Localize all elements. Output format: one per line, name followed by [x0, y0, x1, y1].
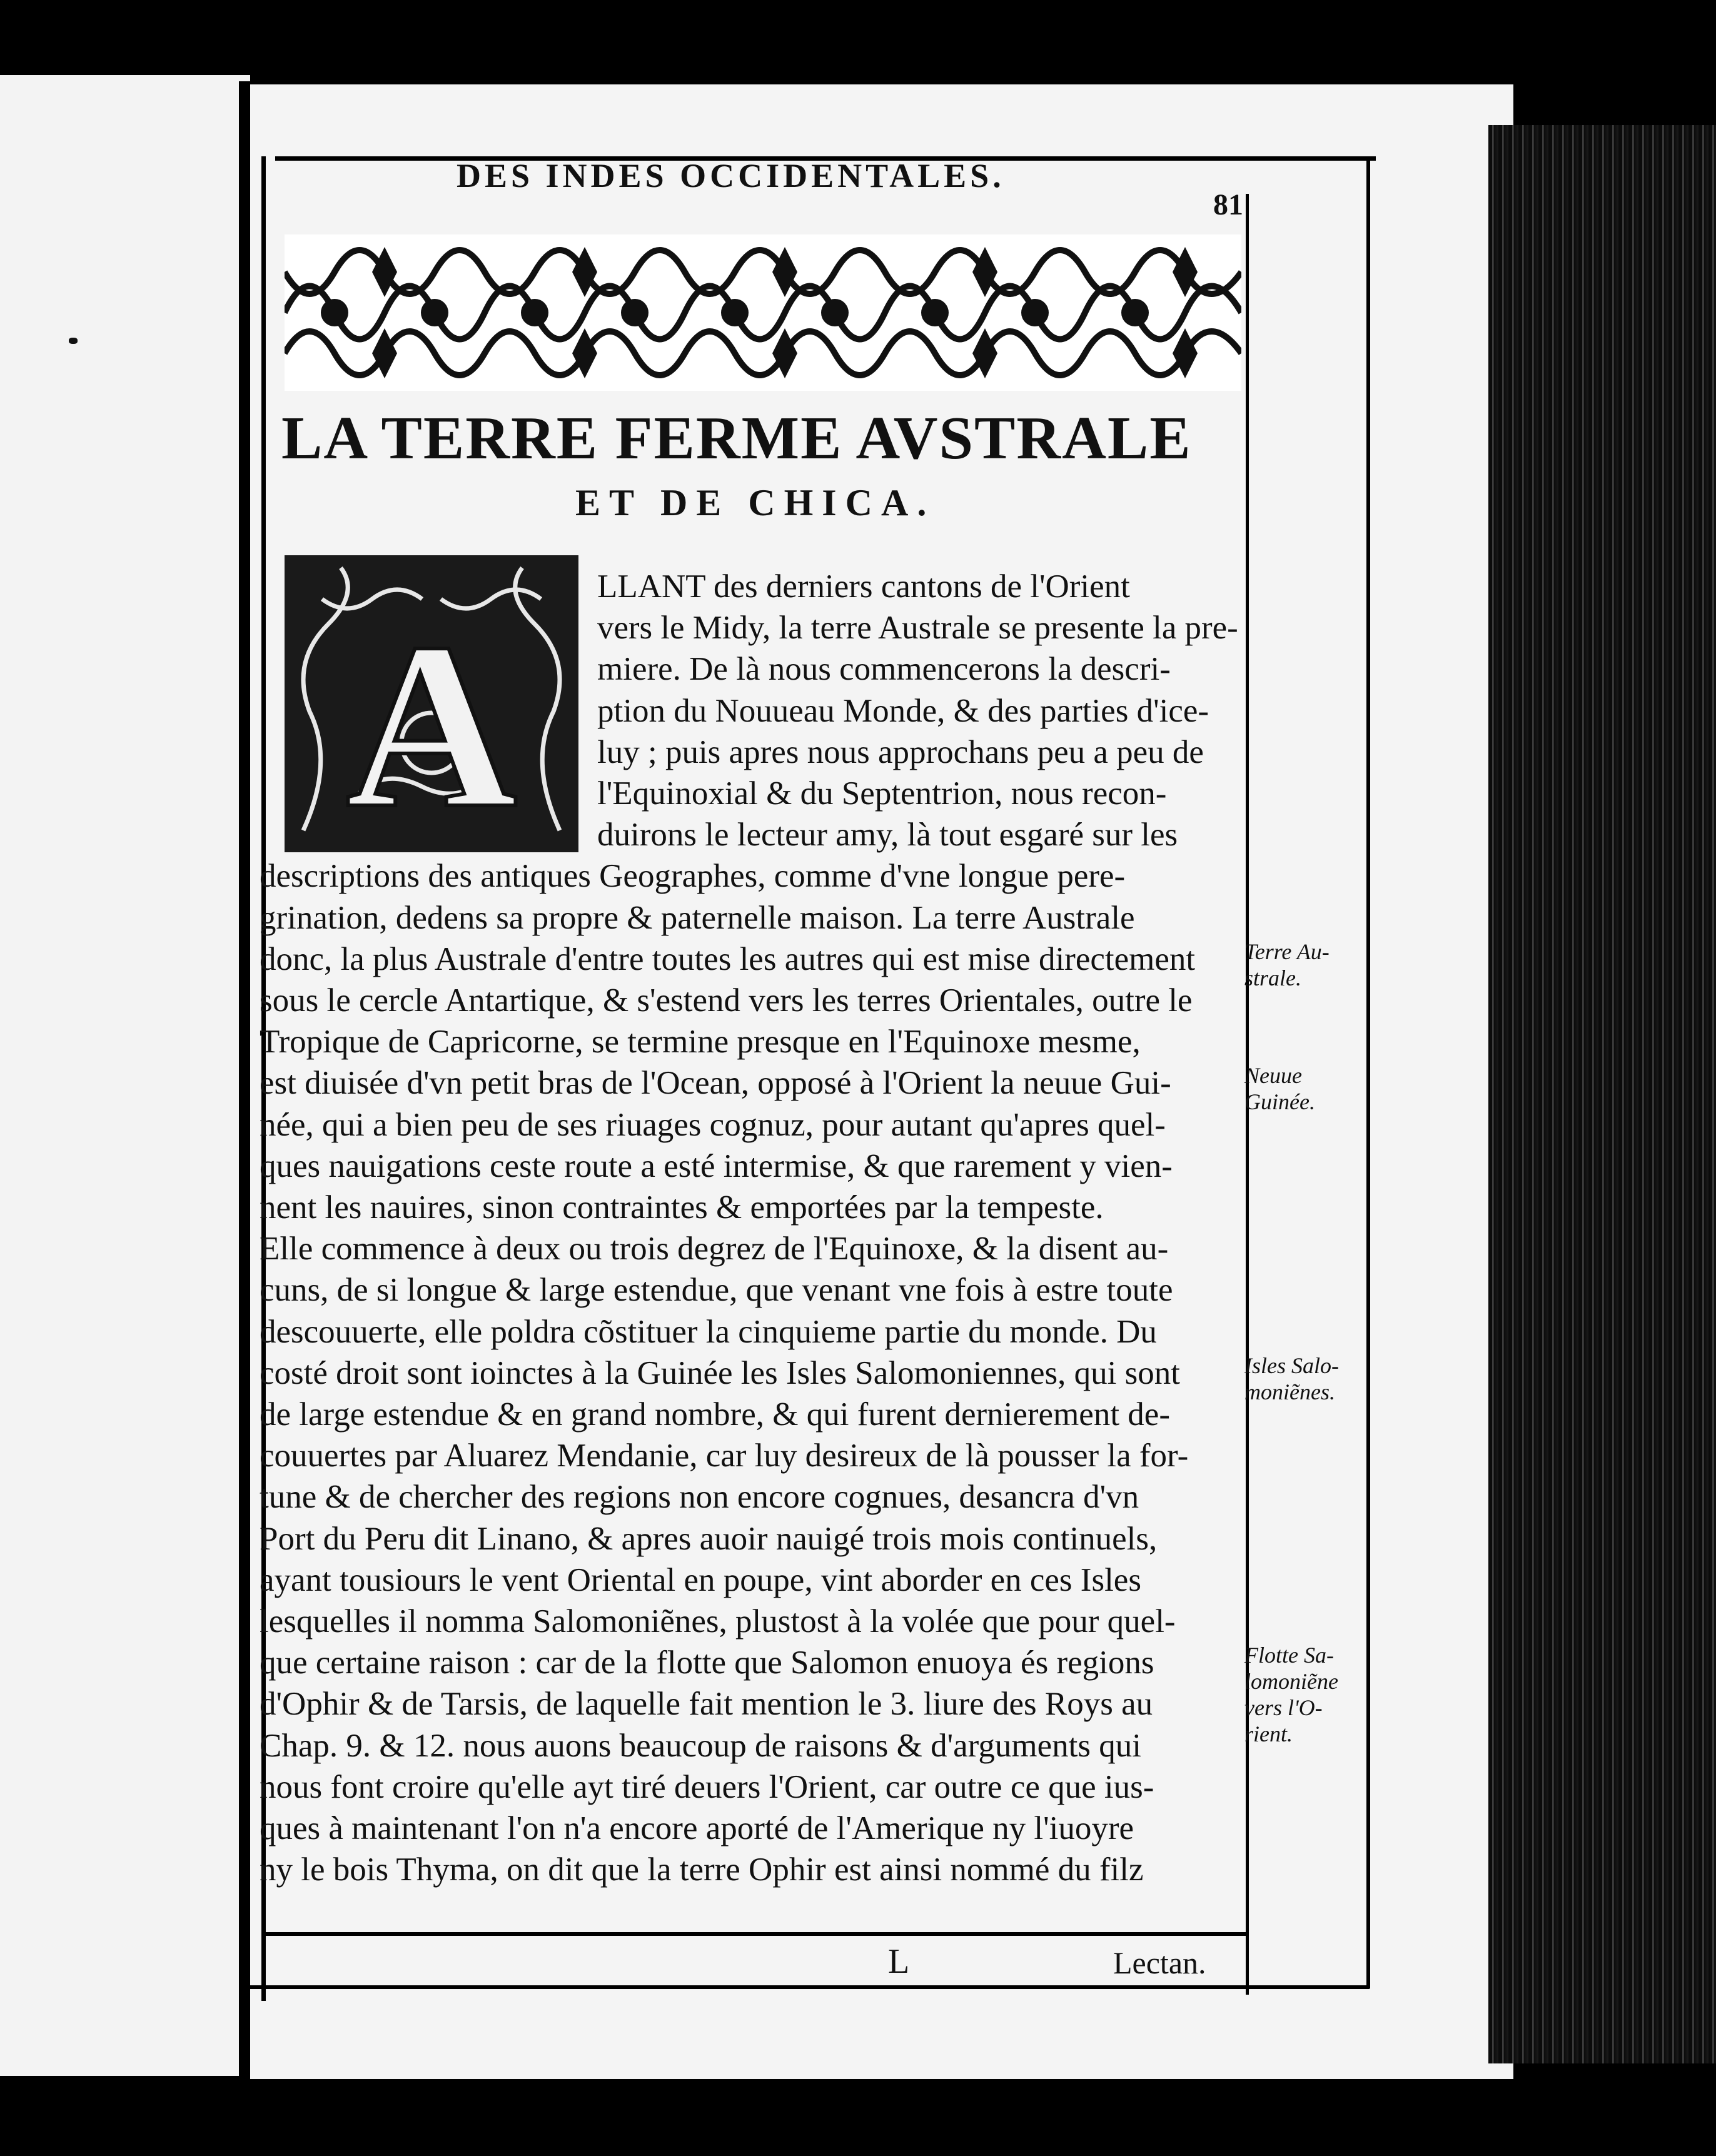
text-line: ayant tousiours le vent Oriental en poupe, vint aborder en ces Isles [260, 1561, 1141, 1598]
right-rule [1366, 156, 1370, 1988]
svg-text:A: A [345, 594, 518, 852]
text-line: tune & de chercher des regions non encore cognues, desancra d'vn [260, 1479, 1139, 1516]
text-line: cuns, de si longue & large estendue, que venant vne fois à estre toute [260, 1272, 1173, 1309]
margin-note: Isles Salo-moniẽnes. [1244, 1353, 1339, 1404]
text-line: donc, la plus Australe d'entre toutes les autres qui est mise directement [260, 940, 1196, 977]
margin-note: Terre Au-strale. [1244, 939, 1330, 990]
margin-note: Neuue Guinée. [1244, 1063, 1315, 1115]
text-line: Chap. 9. & 12. nous auons beaucoup de raisons & d'arguments qui [260, 1727, 1141, 1764]
text-line: LLANT des derniers cantons de l'Orient [597, 568, 1130, 605]
text-line: ques à maintenant l'on n'a encore aporté de l'Amerique ny l'iuoyre [260, 1810, 1134, 1846]
chapter-title: LA TERRE FERME AVSTRALE [281, 405, 1192, 472]
text-line: costé droit sont ioinctes à la Guinée les Isles Salomoniennes, qui sont [260, 1354, 1180, 1391]
chapter-subtitle: ET DE CHICA. [575, 482, 936, 523]
bottom-rule [263, 1932, 1248, 1936]
text-line: descriptions des antiques Geographes, comme d'vne longue pere- [260, 858, 1126, 895]
text-line: nent les nauires, sinon contraintes & emportées par la tempeste. [260, 1189, 1104, 1226]
text-line: est diuisée d'vn petit bras de l'Ocean, opposé à l'Orient la neuue Gui- [260, 1065, 1171, 1102]
decorated-initial [285, 555, 578, 852]
page-edges [1488, 125, 1716, 2063]
text-line: Tropique de Capricorne, se termine presque en l'Equinoxe mesme, [260, 1024, 1141, 1060]
text-line: luy ; puis apres nous approchans peu a peu de [597, 733, 1204, 770]
catchword: Lectan. [1113, 1945, 1206, 1980]
ink-speck [69, 338, 78, 344]
text-line: grination, dedens sa propre & paternelle maison. La terre Australe [260, 899, 1135, 936]
text-line: ny le bois Thyma, on dit que la terre Ophir est ainsi nommé du filz [260, 1851, 1144, 1888]
text-line: l'Equinoxial & du Septentrion, nous recon- [597, 775, 1167, 812]
text-line: de large estendue & en grand nombre, & qui furent dernierement de- [260, 1396, 1170, 1433]
page-number: 81 [1213, 188, 1243, 221]
bottom-rule-outer [250, 1985, 1370, 1989]
text-line: descouuerte, elle poldra cõstituer la cinquieme partie du monde. Du [260, 1313, 1157, 1350]
text-line: d'Ophir & de Tarsis, de laquelle fait mention le 3. liure des Roys au [260, 1686, 1153, 1723]
text-line: nous font croire qu'elle ayt tiré deuers l'Orient, car outre ce que ius- [260, 1768, 1154, 1805]
text-line: couuertes par Aluarez Mendanie, car luy desireux de là pousser la for- [260, 1438, 1189, 1474]
text-line: Port du Peru dit Linano, & apres auoir nauigé trois mois continuels, [260, 1520, 1158, 1557]
signature-mark: L [888, 1942, 910, 1981]
text-line: que certaine raison : car de la flotte que Salomon enuoya és regions [260, 1645, 1154, 1681]
text-line: miere. De là nous commencerons la descri- [597, 651, 1171, 688]
running-head: DES INDES OCCIDENTALES. [457, 157, 1005, 194]
text-line: ption du Nouueau Monde, & des parties d'ice- [597, 692, 1209, 729]
text-line: née, qui a bien peu de ses riuages cognuz, pour autant qu'apres quel- [260, 1106, 1166, 1143]
text-line: vers le Midy, la terre Australe se presente la pre- [597, 610, 1238, 647]
text-line: lesquelles il nomma Salomoniẽnes, plustost à la volée que pour quel- [260, 1603, 1176, 1640]
text-line: Elle commence à deux ou trois degrez de l'Equinoxe, & la disent au- [260, 1231, 1169, 1267]
text-line: duirons le lecteur amy, là tout esgaré sur les [597, 817, 1178, 854]
margin-note: Flotte Sa-lomoniẽne vers l'O-rient. [1244, 1643, 1338, 1747]
text-line: ques nauigations ceste route a esté intermise, & que rarement y vien- [260, 1147, 1173, 1184]
facing-page [0, 75, 250, 2076]
text-line: sous le cercle Antartique, & s'estend vers les terres Orientales, outre le [260, 982, 1193, 1019]
decorative-headpiece [285, 234, 1241, 391]
